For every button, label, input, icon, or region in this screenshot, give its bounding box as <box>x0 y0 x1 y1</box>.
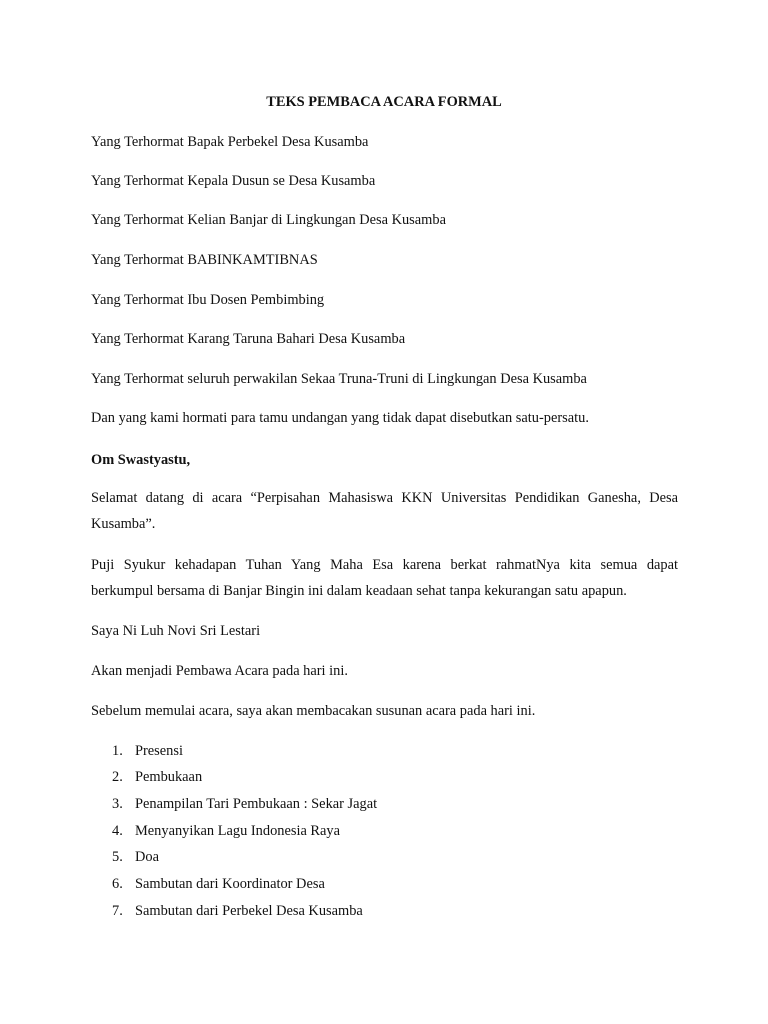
agenda-item <box>112 767 202 787</box>
gratitude-line-1: Puji Syukur kehadapan Tuhan Yang Maha Esa karena berkat rahmatNya kita semua dapat <box>91 557 678 573</box>
agenda-text: Penampilan Tari Pembukaan : Sekar Jagat <box>135 796 378 812</box>
intro-line: Saya Ni Luh Novi Sri Lestari <box>91 623 261 639</box>
opening-salutation: Om Swastyastu, <box>91 452 191 468</box>
agenda-item <box>112 794 377 814</box>
agenda-text: Presensi <box>135 743 183 759</box>
document-title: TEKS PEMBACA ACARA FORMAL <box>266 94 502 110</box>
agenda-item <box>112 874 325 894</box>
agenda-text: Menyanyikan Lagu Indonesia Raya <box>135 823 341 839</box>
greeting-line: Dan yang kami hormati para tamu undangan yang tidak dapat disebutkan satu-persatu. <box>91 410 589 426</box>
agenda-item <box>112 741 183 761</box>
agenda-item <box>112 847 159 867</box>
greeting-line: Yang Terhormat Ibu Dosen Pembimbing <box>91 292 325 308</box>
agenda-number: 1. <box>112 743 123 759</box>
intro-line: Sebelum memulai acara, saya akan membacakan susunan acara pada hari ini. <box>91 703 536 719</box>
greeting-line: Yang Terhormat Kepala Dusun se Desa Kusamba <box>91 173 376 189</box>
welcome-paragraph <box>91 485 678 537</box>
agenda-text: Sambutan dari Koordinator Desa <box>135 876 325 892</box>
agenda-item <box>112 821 340 841</box>
agenda-number: 3. <box>112 796 123 812</box>
greeting-line: Yang Terhormat Kelian Banjar di Lingkungan Desa Kusamba <box>91 212 446 228</box>
greeting-line: Yang Terhormat seluruh perwakilan Sekaa Truna-Truni di Lingkungan Desa Kusamba <box>91 371 587 387</box>
agenda-item <box>112 901 363 921</box>
agenda-text: Pembukaan <box>135 769 203 785</box>
agenda-number: 6. <box>112 876 123 892</box>
intro-line: Akan menjadi Pembawa Acara pada hari ini. <box>91 663 348 679</box>
welcome-line-1: Selamat datang di acara “Perpisahan Mahasiswa KKN Universitas Pendidikan Ganesha, Desa <box>91 490 678 506</box>
gratitude-paragraph <box>91 552 678 604</box>
welcome-line-2: Kusamba”. <box>91 516 156 532</box>
agenda-number: 4. <box>112 823 123 839</box>
gratitude-line-2: berkumpul bersama di Banjar Bingin ini dalam keadaan sehat tanpa kekurangan satu apapun. <box>91 583 627 599</box>
agenda-text: Doa <box>135 849 159 865</box>
agenda-number: 2. <box>112 769 123 785</box>
agenda-number: 5. <box>112 849 123 865</box>
greeting-line: Yang Terhormat Bapak Perbekel Desa Kusamba <box>91 134 369 150</box>
agenda-number: 7. <box>112 903 123 919</box>
greeting-line: Yang Terhormat Karang Taruna Bahari Desa Kusamba <box>91 331 406 347</box>
greeting-line: Yang Terhormat BABINKAMTIBNAS <box>91 252 318 268</box>
agenda-text: Sambutan dari Perbekel Desa Kusamba <box>135 903 363 919</box>
